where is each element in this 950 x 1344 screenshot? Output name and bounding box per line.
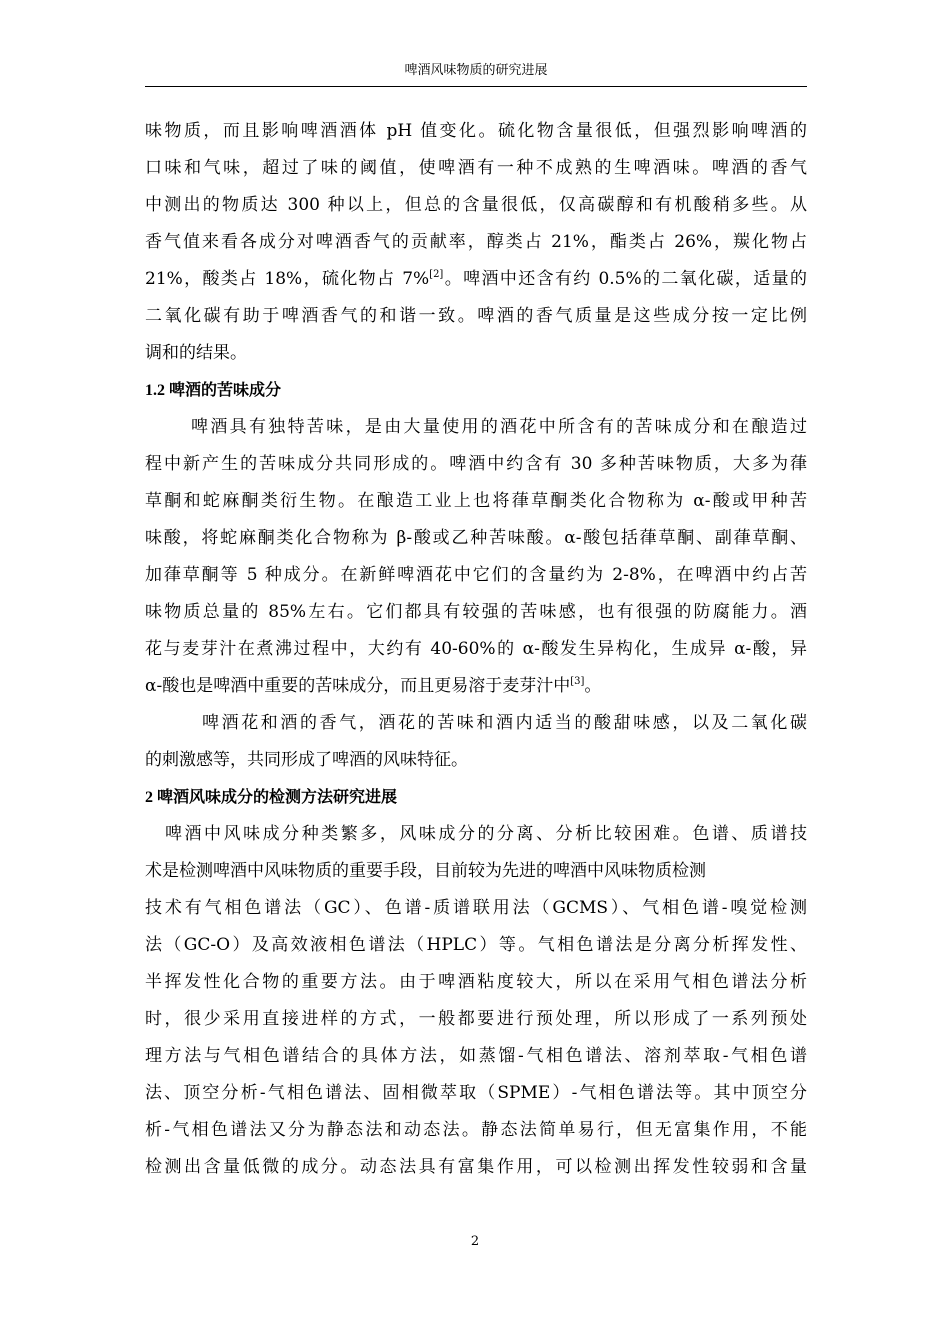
text-line: 味物质总量的 85%左右。它们都具有较强的苦味感，也有很强的防腐能力。酒 bbox=[145, 602, 807, 622]
text-line: 啤酒花和酒的香气，酒花的苦味和酒内适当的酸甜味感，以及二氧化碳 bbox=[202, 713, 807, 733]
page-number: 2 bbox=[470, 1234, 480, 1249]
text-line: 香气值来看各成分对啤酒香气的贡献率，醇类占 21%，酯类占 26%，羰化物占 bbox=[145, 232, 807, 252]
text-line: 析-气相色谱法又分为静态法和动态法。静态法简单易行，但无富集作用，不能 bbox=[145, 1120, 807, 1140]
text-line: 法、顶空分析-气相色谱法、固相微萃取（SPME）-气相色谱法等。其中顶空分 bbox=[145, 1083, 807, 1103]
text-line: 检测出含量低微的成分。动态法具有富集作用，可以检测出挥发性较弱和含量 bbox=[145, 1157, 807, 1177]
header-title: 啤酒风味物质的研究进展 bbox=[404, 63, 548, 78]
citation-ref: [3] bbox=[570, 676, 585, 687]
text-line: 时，很少采用直接进样的方式，一般都要进行预处理，所以形成了一系列预处 bbox=[145, 1009, 807, 1029]
text-line: 半挥发性化合物的重要方法。由于啤酒粘度较大，所以在采用气相色谱法分析 bbox=[145, 972, 807, 992]
text-line: 调和的结果。 bbox=[145, 343, 247, 363]
text-line: 花与麦芽汁在煮沸过程中，大约有 40-60%的 α-酸发生异构化，生成异 α-酸，异 bbox=[145, 639, 807, 659]
text-line: 加葎草酮等 5 种成分。在新鲜啤酒花中它们的含量约为 2-8%，在啤酒中约占苦 bbox=[145, 565, 807, 585]
text-line: 的刺激感等，共同形成了啤酒的风味特征。 bbox=[145, 750, 468, 770]
text-line: 啤酒具有独特苦味，是由大量使用的酒花中所含有的苦味成分和在酿造过 bbox=[191, 417, 807, 437]
page-header bbox=[145, 60, 807, 87]
line-text: α-酸也是啤酒中重要的苦味成分，而且更易溶于麦芽汁中 bbox=[145, 676, 571, 696]
citation-ref: [2] bbox=[429, 269, 444, 280]
text-line: 口味和气味，超过了味的阈值，使啤酒有一种不成熟的生啤酒味。啤酒的香气 bbox=[145, 158, 807, 178]
text-line: 中测出的物质达 300 种以上，但总的含量很低，仅高碳醇和有机酸稍多些。从 bbox=[145, 195, 807, 215]
text-line bbox=[145, 261, 807, 298]
line-text-after: 。啤酒中还含有约 0.5%的二氧化碳，适量的 bbox=[443, 269, 807, 289]
text-line: 术是检测啤酒中风味物质的重要手段，目前较为先进的啤酒中风味物质检测 bbox=[145, 861, 706, 881]
section-heading: 1.2 啤酒的苦味成分 bbox=[145, 382, 282, 399]
text-line: 二氧化碳有助于啤酒香气的和谐一致。啤酒的香气质量是这些成分按一定比例 bbox=[145, 306, 807, 326]
text-line: 法（GC-O）及高效液相色谱法（HPLC）等。气相色谱法是分离分析挥发性、 bbox=[145, 935, 807, 955]
text-line: 味酸，将蛇麻酮类化合物称为 β-酸或乙种苦味酸。α-酸包括葎草酮、副葎草酮、 bbox=[145, 528, 807, 548]
section-heading: 2 啤酒风味成分的检测方法研究进展 bbox=[145, 789, 398, 806]
line-text-after: 。 bbox=[584, 676, 602, 696]
text-line: 草酮和蛇麻酮类衍生物。在酿造工业上也将葎草酮类化合物称为 α-酸或甲种苦 bbox=[145, 491, 807, 511]
line-text: 21%，酸类占 18%，硫化物占 7% bbox=[145, 269, 430, 289]
text-line: 技术有气相色谱法（GC）、色谱-质谱联用法（GCMS）、气相色谱-嗅觉检测 bbox=[145, 898, 807, 918]
text-line: 味物质，而且影响啤酒酒体 pH 值变化。硫化物含量很低，但强烈影响啤酒的 bbox=[145, 121, 807, 141]
document-body bbox=[145, 113, 807, 1186]
text-line: 理方法与气相色谱结合的具体方法，如蒸馏-气相色谱法、溶剂萃取-气相色谱 bbox=[145, 1046, 807, 1066]
text-line: 啤酒中风味成分种类繁多，风味成分的分离、分析比较困难。色谱、质谱技 bbox=[165, 824, 807, 844]
text-line bbox=[145, 668, 807, 705]
text-line: 程中新产生的苦味成分共同形成的。啤酒中约含有 30 多种苦味物质，大多为葎 bbox=[145, 454, 807, 474]
